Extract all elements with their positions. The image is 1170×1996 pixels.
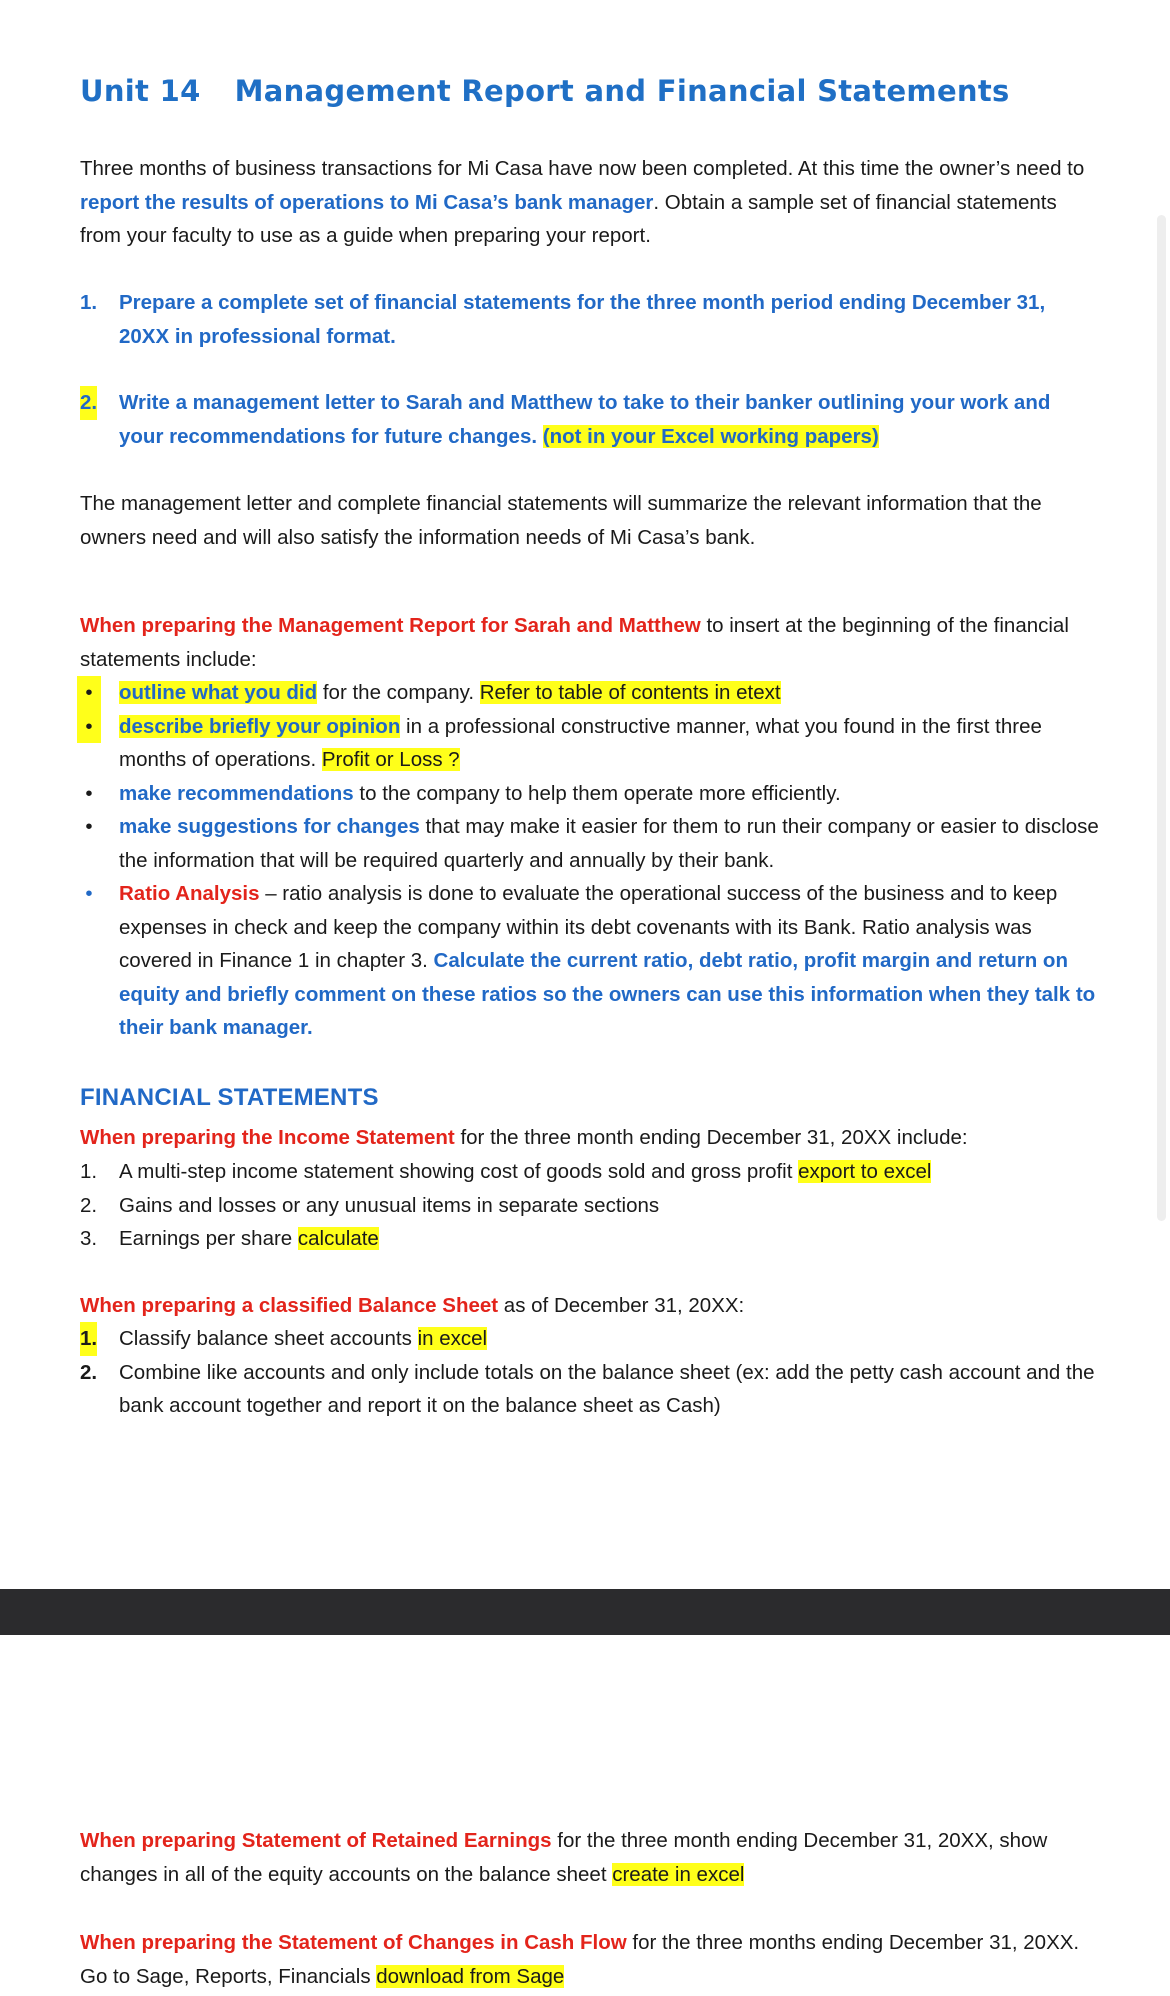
task-item: 1. Prepare a complete set of financial statements for the three month period ending December 31, 20XX in professional format. (80, 291, 1046, 348)
summary-paragraph: The management letter and complete financial statements will summarize the relevant information that the owners need and will also satisfy the information needs of Mi Casa’s bank. (80, 492, 1042, 549)
bullet-glyph: • (85, 781, 93, 805)
scrollbar[interactable] (1157, 215, 1166, 1221)
task-item: 2. Write a management letter to Sarah and Matthew to take to their banker outlining your work and your recommendations for future changes. (not in your Excel working papers) (80, 386, 1100, 453)
page-divider (0, 1589, 1170, 1635)
income-intro: When preparing the Income Statement for the three month ending December 31, 20XX include: (80, 1126, 968, 1149)
income-item: 2. Gains and losses or any unusual items in separate sections (80, 1193, 660, 1217)
bullet-item: • outline what you did for the company. Refer to table of contents in etext (80, 676, 1100, 710)
bullet-glyph: • (77, 676, 101, 710)
unit-title: Management Report and Financial Statements (234, 74, 1010, 108)
income-item: 3. Earnings per share calculate (80, 1227, 379, 1250)
mgmt-bullet-list (80, 676, 1100, 1045)
mgmt-intro: When preparing the Management Report for Sarah and Matthew to insert at the beginning of the financial statements include: (80, 614, 1069, 671)
bullet-item: • describe briefly your opinion in a professional constructive manner, what you found in the first three months of operations. Profit or Loss ? (80, 710, 1100, 777)
balance-sheet-item: 2. Combine like accounts and only include totals on the balance sheet (ex: add the petty cash account and the bank account together and report it on the balance sheet as Cash) (80, 1360, 1095, 1417)
balance-sheet-item: 1. Classify balance sheet accounts in excel (80, 1322, 1100, 1356)
bullet-item: • Ratio Analysis – ratio analysis is done to evaluate the operational success of the business and to keep expenses in check and keep the company within its debt covenants with its Bank. Ratio analysis was covered in Finance 1 in chapter 3. Calculate the current ratio, debt ratio, profit margin and return on equity and briefly comment on these ratios so the owners can use this information when they talk to their bank manager. (80, 877, 1100, 1045)
income-item: 1. A multi-step income statement showing cost of goods sold and gross profit export to excel (80, 1160, 932, 1183)
retained-earnings-paragraph: When preparing Statement of Retained Earnings for the three month ending December 31, 20XX, show changes in all of the equity accounts on the balance sheet create in excel (80, 1829, 1048, 1886)
highlight-note: (not in your Excel working papers) (542, 424, 879, 448)
balance-sheet-list (80, 1322, 1100, 1423)
page-title (80, 74, 1010, 108)
cash-flow-paragraph: When preparing the Statement of Changes in Cash Flow for the three months ending December 31, 20XX. Go to Sage, Reports, Financials download from Sage (80, 1931, 1080, 1988)
intro-paragraph: Three months of business transactions for Mi Casa have now been completed. At this time the owner’s need to report the results of operations to Mi Casa’s bank manager. Obtain a sample set of financial statements from your faculty to use as a guide when preparing your report. (80, 157, 1085, 247)
bullet-glyph: • (85, 882, 93, 905)
task-list (80, 286, 1100, 453)
bullet-glyph: • (77, 710, 101, 744)
bullet-item: • make suggestions for changes that may make it easier for them to run their company or easier to disclose the information that will be required quarterly and annually by their bank. (80, 810, 1100, 877)
bullet-item: • make recommendations to the company to help them operate more efficiently. (80, 777, 1100, 811)
balance-sheet-intro: When preparing a classified Balance Sheet as of December 31, 20XX: (80, 1294, 745, 1317)
income-list (80, 1155, 1100, 1256)
financial-statements-heading: FINANCIAL STATEMENTS (80, 1084, 379, 1111)
unit-number: Unit 14 (80, 74, 201, 108)
bullet-glyph: • (85, 815, 93, 838)
